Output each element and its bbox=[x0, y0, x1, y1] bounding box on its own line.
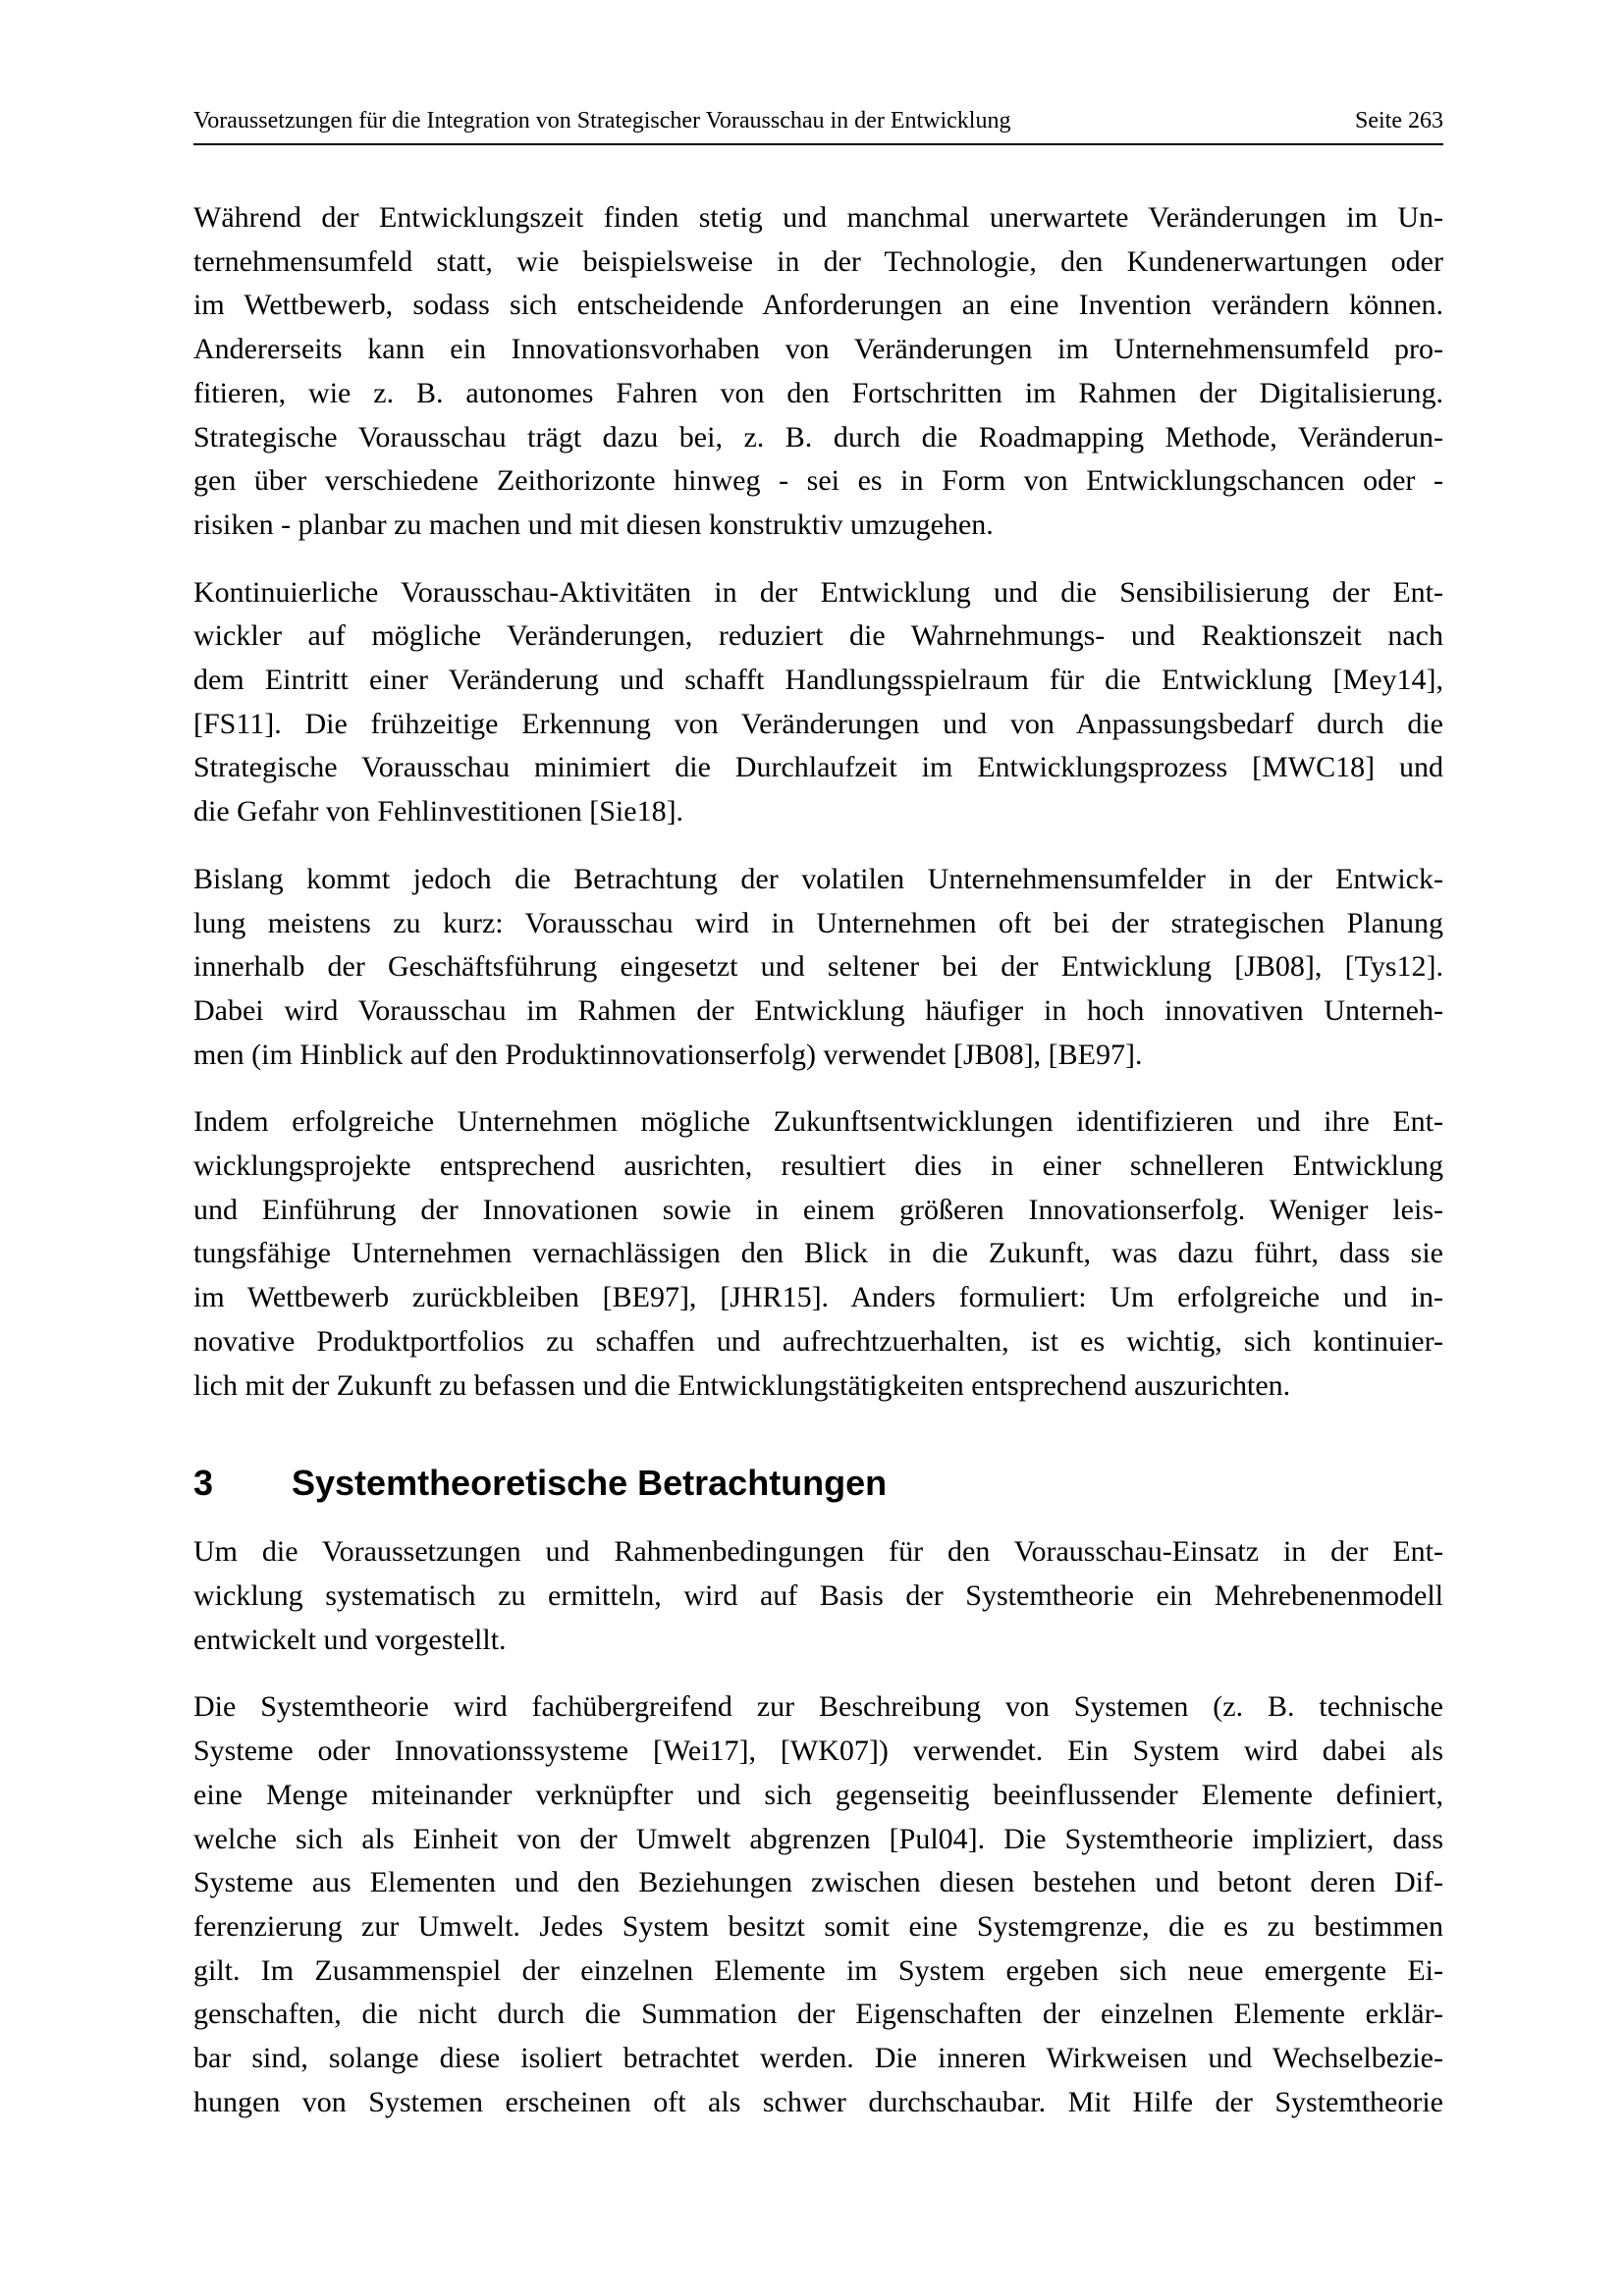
text-line: Strategische Vorausschau minimiert die Durchlaufzeit im Entwicklungsprozess [MWC18] und bbox=[193, 751, 1443, 784]
text-line: welche sich als Einheit von der Umwelt abgrenzen [Pul04]. Die Systemtheorie impliziert, dass bbox=[193, 1822, 1443, 1855]
text-line: wicklung systematisch zu ermitteln, wird auf Basis der Systemtheorie ein Mehrebenenmodell bbox=[193, 1578, 1443, 1612]
text-line: lung meistens zu kurz: Vorausschau wird in Unternehmen oft bei der strategischen Planung bbox=[193, 906, 1443, 939]
text-line: ternehmensumfeld statt, wie beispielsweise in der Technologie, den Kundenerwartungen oder bbox=[193, 244, 1443, 278]
text-line: gen über verschiedene Zeithorizonte hinweg - sei es in Form von Entwicklungschancen oder - bbox=[193, 464, 1443, 498]
text-line: genschaften, die nicht durch die Summation der Eigenschaften der einzelnen Elemente erklär- bbox=[193, 1998, 1443, 2031]
text-line: Die Systemtheorie wird fachübergreifend zur Beschreibung von Systemen (z. B. technische bbox=[193, 1690, 1443, 1724]
section-number: 3 bbox=[193, 1463, 214, 1504]
page-number: Seite 263 bbox=[1355, 108, 1443, 133]
paragraph bbox=[193, 1685, 1443, 2124]
text-line: Systeme aus Elementen und den Beziehungen zwischen diesen bestehen und betont deren Dif- bbox=[193, 1866, 1443, 1899]
body-text bbox=[193, 196, 1443, 2148]
section-heading bbox=[193, 1461, 1443, 1505]
text-line: risiken - planbar zu machen und mit diesen konstruktiv umzugehen. bbox=[193, 507, 994, 541]
text-line: Indem erfolgreiche Unternehmen mögliche Zukunftsentwicklungen identifizieren und ihre Ent- bbox=[193, 1105, 1443, 1139]
running-header bbox=[193, 106, 1443, 145]
paragraph bbox=[193, 858, 1443, 1078]
text-line: [FS11]. Die frühzeitige Erkennung von Veränderungen und von Anpassungsbedarf durch die bbox=[193, 707, 1443, 740]
text-line: Systeme oder Innovationssysteme [Wei17], [WK07]) verwendet. Ein System wird dabei als bbox=[193, 1735, 1443, 1768]
text-line: Andererseits kann ein Innovationsvorhaben von Veränderungen im Unternehmensumfeld pro- bbox=[193, 333, 1443, 366]
paragraphs-before-section bbox=[193, 196, 1443, 1408]
text-line: Strategische Vorausschau trägt dazu bei, z. B. durch die Roadmapping Methode, Veränderun- bbox=[193, 420, 1443, 454]
text-line: tungsfähige Unternehmen vernachlässigen den Blick in die Zukunft, was dazu führt, dass sie bbox=[193, 1237, 1443, 1270]
paragraph bbox=[193, 1530, 1443, 1662]
section-title: Systemtheoretische Betrachtungen bbox=[292, 1463, 888, 1504]
text-line: die Gefahr von Fehlinvestitionen [Sie18]. bbox=[193, 795, 684, 828]
text-line: im Wettbewerb zurückbleiben [BE97], [JHR15]. Anders formuliert: Um erfolgreiche und in- bbox=[193, 1281, 1443, 1314]
paragraph bbox=[193, 571, 1443, 834]
text-line: lich mit der Zukunft zu befassen und die Entwicklungstätigkeiten entsprechend auszurichten. bbox=[193, 1368, 1291, 1402]
text-line: innerhalb der Geschäftsführung eingesetzt und seltener bei der Entwicklung [JB08], [Tys12]. bbox=[193, 950, 1443, 984]
paragraph bbox=[193, 1100, 1443, 1408]
text-line: Kontinuierliche Vorausschau-Aktivitäten in der Entwicklung und die Sensibilisierung der Ent- bbox=[193, 575, 1443, 609]
text-line: im Wettbewerb, sodass sich entscheidende Anforderungen an eine Invention verändern können. bbox=[193, 289, 1443, 322]
text-line: gilt. Im Zusammenspiel der einzelnen Elemente im System ergeben sich neue emergente Ei- bbox=[193, 1953, 1443, 1987]
text-line: wickler auf mögliche Veränderungen, reduziert die Wahrnehmungs- und Reaktionszeit nach bbox=[193, 619, 1443, 653]
text-line: ferenzierung zur Umwelt. Jedes System besitzt somit eine Systemgrenze, die es zu bestimmen bbox=[193, 1909, 1443, 1943]
text-line: bar sind, solange diese isoliert betrachtet werden. Die inneren Wirkweisen und Wechselbezie- bbox=[193, 2042, 1443, 2075]
text-line: Um die Voraussetzungen und Rahmenbedingungen für den Vorausschau-Einsatz in der Ent- bbox=[193, 1535, 1443, 1569]
text-line: Dabei wird Vorausschau im Rahmen der Entwicklung häufiger in hoch innovativen Unterneh- bbox=[193, 993, 1443, 1027]
text-line: Bislang kommt jedoch die Betrachtung der volatilen Unternehmensumfelder in der Entwick- bbox=[193, 862, 1443, 895]
text-line: und Einführung der Innovationen sowie in einem größeren Innovationserfolg. Weniger leis- bbox=[193, 1193, 1443, 1226]
text-line: Während der Entwicklungszeit finden stetig und manchmal unerwartete Veränderungen im Un- bbox=[193, 201, 1443, 234]
text-line: hungen von Systemen erscheinen oft als schwer durchschaubar. Mit Hilfe der Systemtheorie bbox=[193, 2085, 1443, 2118]
text-line: novative Produktportfolios zu schaffen und aufrechtzuerhalten, ist es wichtig, sich kontinuier- bbox=[193, 1324, 1443, 1358]
running-header-title: Voraussetzungen für die Integration von Strategischer Vorausschau in der Entwicklung bbox=[193, 108, 1011, 133]
text-line: entwickelt und vorgestellt. bbox=[193, 1623, 507, 1656]
text-line: fitieren, wie z. B. autonomes Fahren von den Fortschritten im Rahmen der Digitalisierung. bbox=[193, 376, 1443, 409]
text-line: wicklungsprojekte entsprechend ausrichten, resultiert dies in einer schnelleren Entwicklung bbox=[193, 1149, 1443, 1183]
paragraph bbox=[193, 196, 1443, 548]
paragraphs-after-section bbox=[193, 1530, 1443, 2124]
text-line: men (im Hinblick auf den Produktinnovationserfolg) verwendet [JB08], [BE97]. bbox=[193, 1038, 1143, 1071]
text-line: eine Menge miteinander verknüpfter und sich gegenseitig beeinflussender Elemente definiert, bbox=[193, 1778, 1443, 1811]
text-line: dem Eintritt einer Veränderung und schafft Handlungsspielraum für die Entwicklung [Mey14], bbox=[193, 664, 1443, 697]
